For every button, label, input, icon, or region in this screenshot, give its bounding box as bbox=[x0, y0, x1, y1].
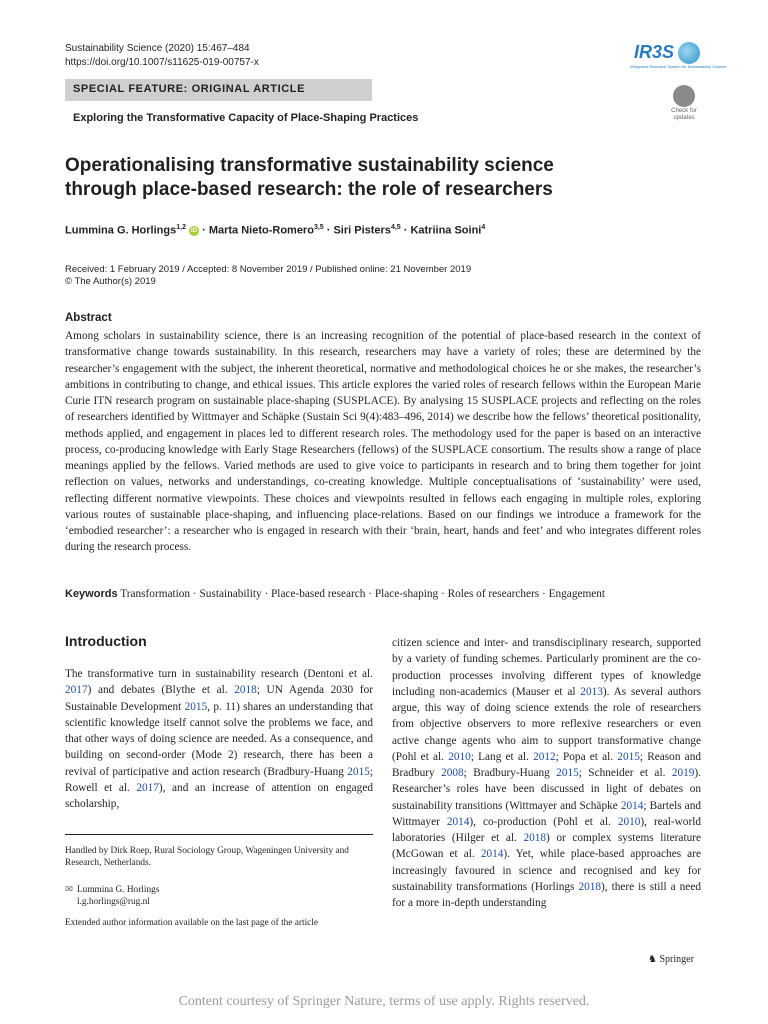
body-column-right bbox=[392, 635, 701, 911]
body-text: ), there is still a need for a more in-depth understanding bbox=[392, 880, 701, 909]
author-name[interactable]: Marta Nieto-Romero bbox=[208, 224, 314, 237]
citation-link[interactable]: 2014 bbox=[620, 799, 644, 812]
body-text: ) and debates (Blythe et al. bbox=[87, 684, 235, 697]
check-updates-icon bbox=[673, 85, 695, 107]
author-affiliation: 4,5 bbox=[390, 224, 401, 231]
body-text: ; Reason and Bradbury bbox=[392, 750, 701, 779]
title-line-1: Operationalising transformative sustainability science bbox=[65, 155, 554, 176]
body-text: ; UN Agenda 2030 for Sustainable Development bbox=[65, 684, 373, 713]
orcid-icon[interactable]: iD bbox=[191, 227, 198, 234]
special-feature-label: SPECIAL FEATURE: ORIGINAL ARTICLE bbox=[73, 83, 306, 95]
publisher-mark bbox=[648, 954, 694, 965]
body-text: ; Schneider et al. bbox=[578, 767, 672, 779]
globe-icon bbox=[678, 42, 700, 64]
check-for-updates-button[interactable] bbox=[666, 85, 702, 123]
keywords-label: Keywords bbox=[65, 588, 118, 600]
copyright-notice: © The Author(s) 2019 bbox=[65, 276, 156, 287]
author-affiliation: 1,2 bbox=[176, 224, 186, 231]
journal-logo bbox=[628, 40, 727, 70]
journal-citation: Sustainability Science (2020) 15:467–484 bbox=[65, 43, 250, 54]
handled-by-note: Handled by Dirk Roep, Rural Sociology Group, Wageningen University and Research, Netherlands. bbox=[65, 846, 349, 868]
body-text: ), real-world laboratories (Hilger et al. bbox=[392, 815, 702, 844]
body-text: citizen science and inter- and transdisciplinary research, supported by a variety of funding schemes. Particularly prominent are the co-production processes involving different types of knowledge including non-academics (Mauser et al bbox=[392, 637, 701, 698]
body-text: ). As several authors argue, this way of doing science extends the role of researchers from objective observers to more reflexive researchers or even active change agents who aim to support transformative change (Pohl et al. bbox=[392, 685, 702, 763]
special-feature-banner bbox=[65, 79, 372, 101]
citation-link[interactable]: 2012 bbox=[533, 750, 556, 763]
citation-link[interactable]: 2019 bbox=[671, 767, 695, 779]
body-text: ) or complex systems literature (McGowan et al. bbox=[392, 832, 702, 861]
author-name[interactable]: Lummina G. Horlings bbox=[65, 224, 177, 237]
logo-text: IR3S bbox=[634, 42, 675, 62]
citation-link[interactable]: 2013 bbox=[580, 685, 603, 698]
citation-link[interactable]: 2015 bbox=[184, 700, 208, 713]
abstract-text: Among scholars in sustainability science, there is an increasing recognition of the potential of place-based research in the context of transformative change towards sustainability. In this research, researchers may have a variety of roles; these are determined by the researcher’s engagement with the subject, the inherent theoretical, normative and methodological choices he or she makes, the researcher’s ambitions in contributing to change, and ethical issues. This article explores the varied roles of research fellows within the European Marie Curie ITN research program on sustainable place-shaping (SUSPLACE). By analysing 15 SUSPLACE projects and reflecting on the roles of researchers identified by Wittmayer and Schäpke (Sustain Sci 9(4):483–496, 2014) we describe how the fellows’ theoretical positionality, methods applied, and engagement in places led to different research roles. The methodology used for the paper is based on an interactive process, co-producing knowledge with Early Stage Researchers (fellows) of the SUSPLACE consortium. The results show a range of place meanings applied by the fellows. Varied methods are used to give voice to participants in research and to bring them together for joint reflection on values, networks and understandings, co-creating knowledge. Multiple conceptualisations of ‘sustainability’ were used, reflecting different normative viewpoints. These choices and viewpoints resulted in fellows each engaging in multiple roles, exploring various routes of sustainable place-shaping, and influencing place-relations. Based on our findings we introduce a framework for the ‘embodied researcher’: a researcher who is engaged in research with their ‘brain, heart, hands and feet’ and who integrates different roles during the research process. bbox=[65, 330, 701, 554]
special-feature-subtitle: Exploring the Transformative Capacity of Place-Shaping Practices bbox=[73, 112, 419, 124]
keywords-line bbox=[65, 588, 605, 600]
body-text: ; Rowell et al. bbox=[65, 765, 373, 794]
citation-link[interactable]: 2015 bbox=[556, 767, 579, 779]
body-text: ; Bartels and Wittmayer bbox=[392, 799, 701, 828]
envelope-icon: ✉ bbox=[65, 885, 73, 895]
citation-link[interactable]: 2014 bbox=[446, 815, 470, 828]
author-name[interactable]: Siri Pisters bbox=[333, 224, 391, 237]
check-updates-label: Check for updates bbox=[671, 108, 697, 121]
courtesy-notice: Content courtesy of Springer Nature, terms of use apply. Rights reserved. bbox=[178, 994, 590, 1009]
article-title bbox=[65, 154, 625, 202]
citation-link[interactable]: 2015 bbox=[617, 750, 640, 763]
citation-link[interactable]: 2017 bbox=[136, 781, 159, 794]
author-affiliation: 3,5 bbox=[313, 224, 324, 231]
publication-dates bbox=[65, 264, 471, 288]
corresponding-email[interactable]: l.g.horlings@rug.nl bbox=[77, 897, 150, 907]
citation-link[interactable]: 2018 bbox=[234, 684, 257, 697]
citation-link[interactable]: 2015 bbox=[347, 765, 370, 778]
body-text: , p. 11) shares an understanding that scientific knowledge itself cannot solve the problems we face, and that other ways of doing science are needed. As a consequence, and building on second-order (Mode 2) research, there has been a revival of participative and action research (Bradbury-Huang bbox=[65, 700, 374, 778]
body-text: ). Yet, while place-based approaches are increasingly favoured in science and recognised and key for sustainability transformations (Horlings bbox=[392, 848, 701, 893]
author-list: Lummina G. Horlings$^{1,2}$ iD · Marta Nieto-Romero$^{3,5}$ · Siri Pisters$^{4,5}$ · Katriina Soini$^4$ bbox=[65, 224, 486, 237]
abstract-heading: Abstract bbox=[65, 312, 112, 324]
citation-link[interactable]: 2018 bbox=[523, 832, 547, 844]
body-text: ), and an increase of attention on engaged scholarship, bbox=[65, 781, 373, 810]
author-name[interactable]: Katriina Soini bbox=[410, 224, 482, 237]
body-text: ; Popa et al. bbox=[555, 750, 618, 763]
body-text: The transformative turn in sustainability research (Dentoni et al. bbox=[65, 668, 373, 680]
title-line-2: through place-based research: the role of researchers bbox=[65, 179, 553, 200]
journal-header bbox=[65, 42, 259, 70]
citation-link[interactable]: 2017 bbox=[65, 684, 88, 697]
corresponding-name: Lummina G. Horlings bbox=[77, 885, 160, 895]
citation-link[interactable]: 2014 bbox=[480, 848, 504, 861]
introduction-heading: Introduction bbox=[65, 633, 147, 649]
keywords-list: Transformation · Sustainability · Place-based research · Place-shaping · Roles of researchers · Engagement bbox=[120, 588, 606, 600]
body-text: ), co-production (Pohl et al. bbox=[469, 815, 618, 828]
publisher-name: Springer bbox=[659, 954, 694, 965]
citation-link[interactable]: 2008 bbox=[441, 767, 464, 779]
extended-author-info: Extended author information available on the last page of the article bbox=[65, 918, 318, 928]
citation-link[interactable]: 2018 bbox=[578, 880, 602, 893]
history-dates: Received: 1 February 2019 / Accepted: 8 November 2019 / Published online: 21 November 2019 bbox=[65, 264, 472, 275]
citation-link[interactable]: 2010 bbox=[617, 815, 641, 828]
logo-tagline: Integrated Research System for Sustainability Science bbox=[630, 64, 727, 69]
body-column-left bbox=[65, 666, 373, 812]
springer-horse-icon: ♞ bbox=[648, 954, 657, 965]
body-text: ; Lang et al. bbox=[470, 750, 534, 763]
citation-link[interactable]: 2010 bbox=[448, 750, 471, 763]
corresponding-author bbox=[65, 884, 373, 908]
body-text: ; Bradbury-Huang bbox=[463, 767, 557, 779]
body-text: ). Researcher’s roles have been discussed in light of debates on sustainability transitions (Wittmayer and Schäpke bbox=[392, 767, 701, 812]
footnote-divider bbox=[65, 834, 373, 835]
doi-link[interactable]: https://doi.org/10.1007/s11625-019-00757-x bbox=[65, 57, 259, 68]
author-affiliation: 4 bbox=[481, 224, 486, 231]
